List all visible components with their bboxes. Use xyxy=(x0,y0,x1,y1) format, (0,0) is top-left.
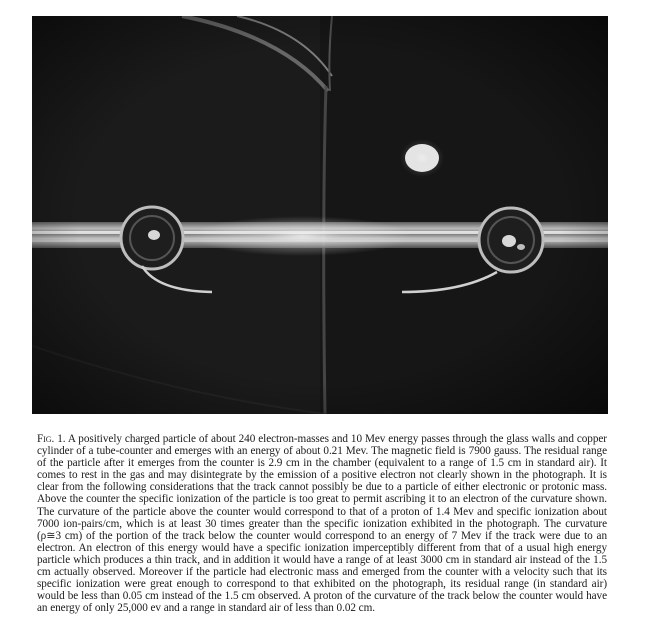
figure-caption xyxy=(37,433,607,614)
figure-label: Fig. 1. xyxy=(37,433,66,445)
cloud-chamber-photograph xyxy=(32,16,608,414)
caption-text: A positively charged particle of about 240 electron-masses and 10 Mev energy passes through the glass walls and copper cylinder of a tube-counter and emerges with an energy of about 0.21 Mev. The magnetic field is 7900 gauss. The residual range of the particle after it emerges from the counter is 2.9 cm in the chamber (equivalent to a range of 1.5 cm in standard air). It comes to rest in the gas and may disintegrate by the emission of a positive electron not clearly shown in the photograph. It is clear from the following considerations that the track cannot possibly be due to a particle of either electronic or protonic mass. Above the counter the specific ionization of the particle is too great to permit ascribing it to an electron of the curvature shown. The curvature of the particle above the counter would correspond to that of a proton of 1.4 Mev and specific ionization about 7000 ion-pairs/cm, which is at least 30 times greater than the specific ionization exhibited in the photograph. The curvature (ρ≅3 cm) of the portion of the track below the counter would correspond to an energy of 7 Mev if the track were due to an electron. An electron of this energy would have a specific ionization imperceptibly different from that of a usual high energy particle which produces a thin track, and in addition it would have a range of at least 3000 cm in standard air instead of the 1.5 cm actually observed. Moreover if the particle had electronic mass and emerged from the counter with a velocity such that its specific ionization were great enough to correspond to that exhibited on the photograph, its residual range (in standard air) would be less than 0.05 cm instead of the 1.5 cm observed. A proton of the curvature of the track below the counter would have an energy of only 25,000 ev and a range in standard air of less than 0.02 cm. xyxy=(37,433,607,615)
cloud-chamber-image xyxy=(32,16,608,414)
